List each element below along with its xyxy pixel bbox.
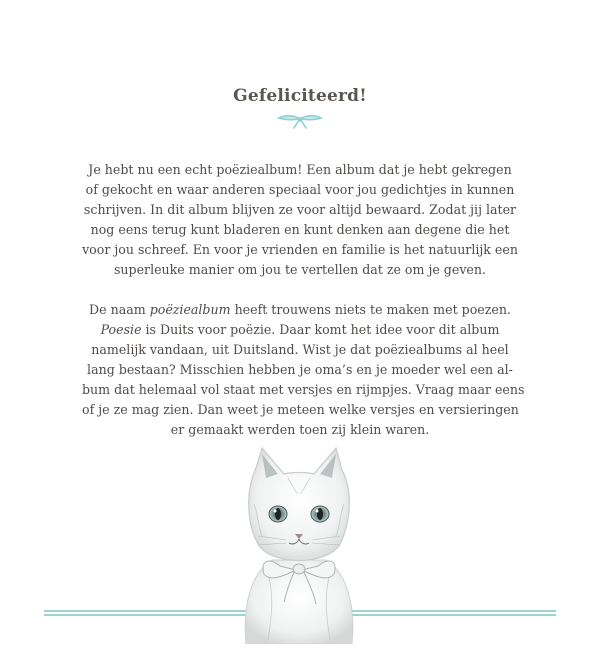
text-line: nog eens terug kunt bladeren en kunt denken aan degene die het: [90, 222, 510, 237]
text-line: of je ze mag zien. Dan weet je meteen welke versjes en versieringen: [82, 402, 519, 417]
text-fragment: is Duits voor poëzie. Daar komt het idee voor dit album: [141, 322, 500, 337]
text-line: er gemaakt werden toen zij klein waren.: [170, 422, 430, 437]
page-title: Gefeliciteerd!: [233, 86, 367, 106]
paragraph-1: [82, 160, 518, 280]
bow-ornament-icon: [276, 114, 324, 130]
text-line: lang bestaan? Misschien hebben je oma’s en je moeder wel een al-: [87, 362, 513, 377]
intro-text: [82, 160, 525, 440]
text-line: [82, 320, 518, 340]
text-line: [82, 300, 518, 320]
text-line: schrijven. In dit album blijven ze voor altijd bewaard. Zodat jij later: [83, 202, 517, 217]
kitten-illustration: [228, 444, 370, 644]
emphasis-poeziealbum: poëziealbum: [149, 302, 231, 317]
text-line: namelijk vandaan, uit Duitsland. Wist je dat poëziealbums al heel: [91, 342, 509, 357]
text-line: of gekocht en waar anderen speciaal voor jou gedichtjes in kunnen: [85, 182, 515, 197]
emphasis-poesie: Poesie: [100, 322, 142, 337]
paragraph-2: [82, 300, 525, 440]
text-line: superleuke manier om jou te vertellen dat ze om je geven.: [113, 262, 487, 277]
text-line: voor jou schreef. En voor je vrienden en familie is het natuurlijk een: [82, 242, 518, 257]
text-line: Je hebt nu een echt poëziealbum! Een album dat je hebt gekregen: [88, 162, 512, 177]
text-line: bum dat helemaal vol staat met versjes en rijmpjes. Vraag maar eens: [82, 382, 525, 397]
text-fragment: De naam: [89, 302, 150, 317]
text-fragment: heeft trouwens niets te maken met poezen.: [230, 302, 511, 317]
